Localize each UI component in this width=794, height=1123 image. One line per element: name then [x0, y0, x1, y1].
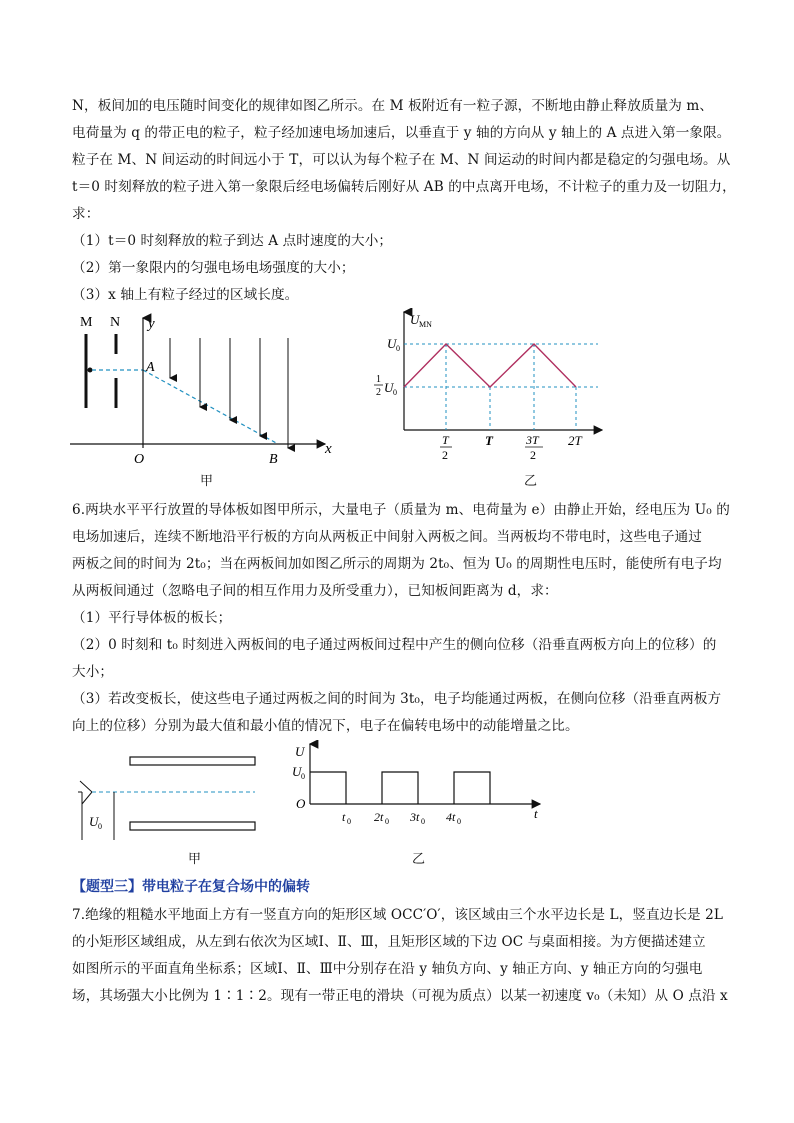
fig5-yi-caption: 乙: [524, 474, 538, 489]
section-heading: 【题型三】带电粒子在复合场中的偏转: [72, 879, 310, 895]
label-x: x: [325, 441, 332, 457]
p7-line-2: 的小矩形区域组成，从左到右依次为区域Ⅰ、Ⅱ、Ⅲ，且矩形区域的下边 OC 与桌面相接。为方便描述建立: [72, 934, 706, 950]
fig5-jia-diagram: [70, 308, 340, 483]
pulse-1: [310, 772, 346, 804]
label-U0-sub: 0: [396, 344, 400, 353]
fig6-jia-diagram: [74, 748, 264, 844]
p7-line-1: 7.绝缘的粗糙水平地面上方有一竖直方向的矩形区域 OCC′O′，该区域由三个水平边长是 L，竖直边长是 2L: [72, 907, 724, 923]
tick-2T: 2T: [568, 433, 582, 448]
label-O-6: O: [296, 796, 306, 811]
lower-plate: [130, 822, 255, 830]
pulse-3: [454, 772, 490, 804]
pulse-2: [382, 772, 418, 804]
label-y: y: [148, 316, 155, 332]
tick-3T2-den: 2: [530, 448, 536, 462]
tick-3t0-sub: 0: [421, 817, 425, 826]
label-O: O: [134, 452, 145, 467]
label-A: A: [146, 360, 155, 375]
label-U-6: U: [295, 744, 305, 759]
upper-plate: [130, 757, 255, 765]
label-U0-6-sub: 0: [301, 772, 305, 781]
p6-line-3: 两板之间的时间为 2t₀；当在两板间加如图乙所示的周期为 2t₀、恒为 U₀ 的周期性电压时，能使所有电子均: [72, 556, 722, 572]
label-N: N: [110, 315, 121, 330]
p6-question-3: （3）若改变板长，使这些电子通过两板之间的时间为 3t₀，电子均能通过两板，在侧向位移（沿垂直两板方: [72, 691, 722, 707]
p5-question-3: （3）x 轴上有粒子经过的区域长度。: [72, 287, 299, 303]
tick-3t0: 3t: [410, 810, 420, 824]
label-U0: U: [387, 336, 397, 351]
p5-question-2: （2）第一象限内的匀强电场电场强度的大小；: [72, 260, 355, 276]
label-U-sub: MN: [419, 320, 432, 329]
label-accel-U0: U: [89, 814, 99, 829]
particle-path-deflected: [143, 370, 278, 444]
p6-line-4: 从两板间通过（忽略电子间的相互作用力及所受重力），已知板间距离为 d，求：: [72, 583, 558, 599]
tick-T2-num: T: [442, 433, 449, 447]
p7-line-4: 场，其场强大小比例为 1∶1∶2。现有一带正电的滑块（可视为质点）以某一初速度 v₀（未知）从 O 点沿 x: [72, 988, 728, 1004]
p5-line-4: t＝0 时刻释放的粒子进入第一象限后经电场偏转后刚好从 AB 的中点离开电场，不计粒子的重力及一切阻力，: [72, 179, 736, 195]
p6-line-2: 电场加速后，连续不断地沿平行板的方向从两板正中间射入两板之间。当两板均不带电时，这些电子通过: [72, 529, 702, 545]
label-U: U: [410, 312, 420, 327]
p6-line-1: 6.两块水平平行放置的导体板如图甲所示，大量电子（质量为 m、电荷量为 e）由静止开始，经电压为 U₀ 的: [72, 502, 730, 518]
fig6-yi-chart: [290, 740, 545, 832]
voltage-triangle-wave: [404, 344, 576, 387]
p5-line-2: 电荷量为 q 的带正电的粒子，粒子经加速电场加速后，以垂直于 y 轴的方向从 y 轴上的 A 点进入第一象限。: [72, 125, 731, 141]
tick-T: T: [485, 433, 493, 448]
p7-line-3: 如图所示的平面直角坐标系；区域Ⅰ、Ⅱ、Ⅲ中分别存在沿 y 轴负方向、y 轴正方向、y 轴正方向的匀强电: [72, 961, 703, 977]
label-M: M: [80, 315, 93, 330]
fig6-yi-caption: 乙: [412, 852, 426, 867]
tick-2t0: 2t: [374, 810, 384, 824]
particle-source: [88, 368, 93, 373]
tick-t0-sub: 0: [347, 817, 351, 826]
label-accel-U0-sub: 0: [98, 822, 102, 831]
tick-4t0: 4t: [446, 810, 456, 824]
label-U0-6: U: [292, 764, 302, 779]
fig5-jia-caption: 甲: [200, 474, 214, 489]
p5-line-5: 求：: [72, 206, 100, 222]
tick-2t0-sub: 0: [385, 817, 389, 826]
fig6-jia-caption: 甲: [188, 852, 202, 867]
label-t-6: t: [534, 806, 538, 821]
tick-4t0-sub: 0: [457, 817, 461, 826]
p5-line-3: 粒子在 M、N 间运动的时间远小于 T，可以认为每个粒子在 M、N 间运动的时间内都是稳定的匀强电场。从: [72, 152, 731, 168]
p6-question-2-cont: 大小；: [72, 664, 114, 680]
label-half-U0-sub: 0: [393, 388, 397, 397]
p6-question-3-cont: 向上的位移）分别为最大值和最小值的情况下，电子在偏转电场中的动能增量之比。: [72, 718, 579, 734]
tick-t0: t: [342, 810, 346, 824]
tick-T2-den: 2: [442, 448, 448, 462]
p5-question-1: （1）t＝0 时刻释放的粒子到达 A 点时速度的大小；: [72, 233, 393, 249]
p6-question-1: （1）平行导体板的板长；: [72, 610, 232, 626]
label-half-num: 1: [376, 374, 381, 385]
label-half-U0: U: [384, 380, 394, 395]
tick-3T2-num: 3T: [526, 433, 539, 447]
label-B: B: [269, 452, 278, 467]
fig5-yi-chart: [370, 308, 610, 468]
p5-line-1: N，板间加的电压随时间变化的规律如图乙所示。在 M 板附近有一粒子源，不断地由静止释放质量为 m、: [72, 98, 714, 114]
p6-question-2: （2）0 时刻和 t₀ 时刻进入两板间的电子通过两板间过程中产生的侧向位移（沿垂直两板方向上的位移）的: [72, 637, 717, 653]
label-half-den: 2: [376, 387, 381, 398]
